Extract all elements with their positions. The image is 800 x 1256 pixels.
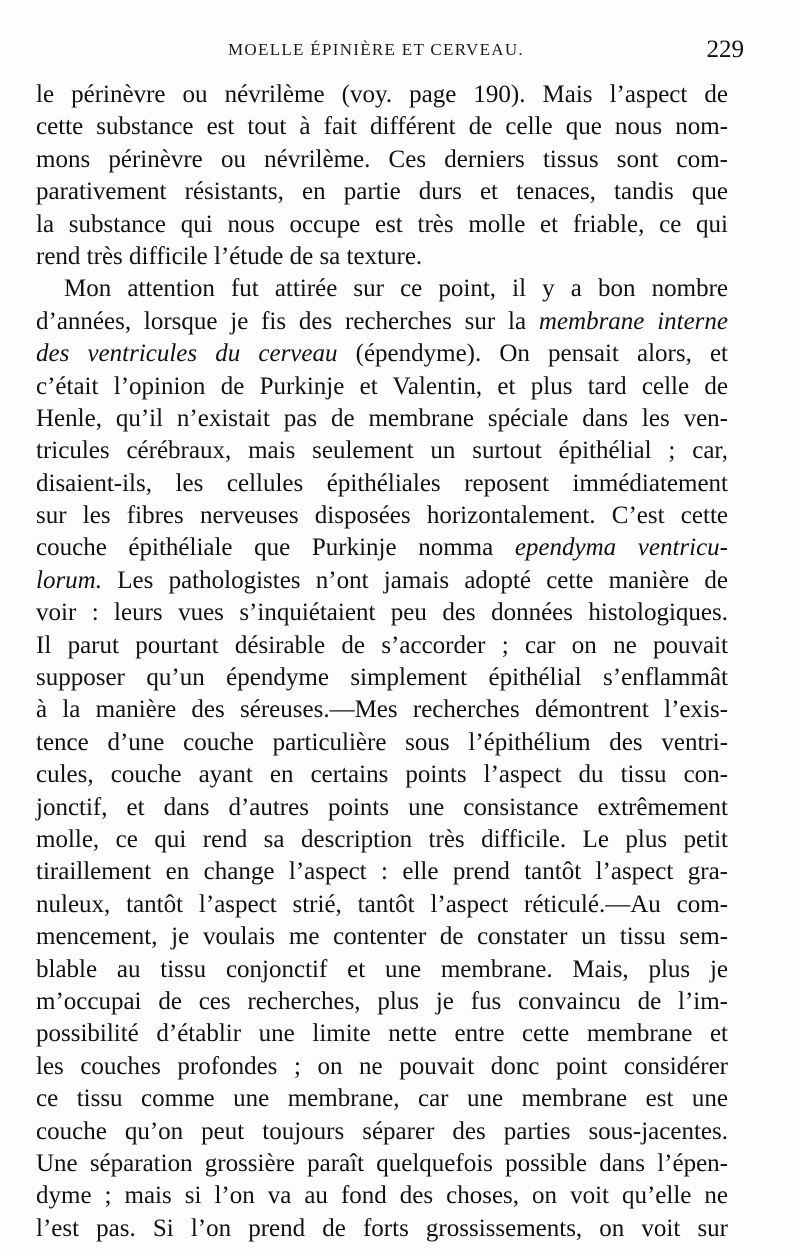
text-line: c’était l’opinion de Purkinje et Valentin, et plus tard celle de	[36, 372, 728, 400]
text-line: voir : leurs vues s’inquiétaient peu des données histologiques.	[36, 599, 728, 627]
italic-term: des ventricules du cerveau	[36, 340, 338, 368]
text-line: tricules cérébraux, mais seulement un surtout épithélial ; car,	[36, 437, 728, 465]
text-line	[36, 532, 728, 564]
body-text	[36, 79, 728, 1245]
text-line: mons périnèvre ou névrilème. Ces derniers tissus sont com-	[36, 145, 728, 173]
text-line: cules, couche ayant en certains points l’aspect du tissu con-	[36, 761, 728, 789]
text-line	[36, 306, 728, 338]
text-segment: couche épithéliale que Purkinje nomma	[36, 534, 515, 562]
text-line: disaient-ils, les cellules épithéliales reposent immédiatement	[36, 469, 728, 497]
text-line: possibilité d’établir une limite nette entre cette membrane et	[36, 1020, 728, 1048]
text-line: rend très difficile l’étude de sa texture.	[36, 242, 423, 270]
text-segment: (épendyme). On pensait alors, et	[337, 340, 729, 368]
text-line: m’occupai de ces recherches, plus je fus convaincu de l’im-	[36, 987, 728, 1015]
text-line: ce tissu comme une membrane, car une membrane est une	[36, 1085, 728, 1113]
text-line: les couches profondes ; on ne pouvait donc point considérer	[36, 1052, 728, 1080]
text-line: dyme ; mais si l’on va au fond des choses, on voit qu’elle ne	[36, 1182, 728, 1210]
text-line: molle, ce qui rend sa description très difficile. Le plus petit	[36, 825, 728, 853]
italic-term: ependyma ventricu-	[514, 534, 729, 562]
text-line: tiraillement en change l’aspect : elle prend tantôt l’aspect gra-	[36, 858, 728, 886]
text-line	[36, 565, 728, 597]
text-line: la substance qui nous occupe est très molle et friable, ce qui	[36, 210, 728, 238]
text-line: tence d’une couche particulière sous l’épithélium des ventri-	[36, 728, 728, 756]
text-line: cette substance est tout à fait différent de celle que nous nom-	[36, 113, 728, 141]
text-line: Mon attention fut attirée sur ce point, il y a bon nombre	[64, 275, 728, 303]
text-line: jonctif, et dans d’autres points une consistance extrêmement	[36, 793, 728, 821]
text-line: mencement, je voulais me contenter de constater un tissu sem-	[36, 923, 728, 951]
text-segment: d’années, lorsque je fis des recherches sur la	[36, 307, 539, 335]
text-line: parativement résistants, en partie durs et tenaces, tandis que	[36, 178, 728, 206]
text-line: Henle, qu’il n’existait pas de membrane spéciale dans les ven-	[36, 404, 728, 432]
text-line: le périnèvre ou névrilème (voy. page 190). Mais l’aspect de	[36, 81, 728, 108]
text-line: nuleux, tantôt l’aspect strié, tantôt l’aspect réticulé.—Au com-	[36, 890, 728, 918]
text-line: sur les fibres nerveuses disposées horizontalement. C’est cette	[36, 502, 728, 530]
text-line	[36, 338, 728, 370]
text-segment: Les pathologistes n’ont jamais adopté cette manière de	[101, 566, 728, 594]
text-line: blable au tissu conjonctif et une membrane. Mais, plus je	[36, 955, 728, 983]
text-line: couche qu’on peut toujours séparer des parties sous-jacentes.	[36, 1117, 728, 1145]
running-head	[36, 36, 744, 68]
italic-term: membrane interne	[538, 307, 729, 335]
text-line: à la manière des séreuses.—Mes recherches démontrent l’exis-	[36, 696, 728, 724]
text-line: Une séparation grossière paraît quelquefois possible dans l’épen-	[36, 1149, 728, 1177]
text-line: l’est pas. Si l’on prend de forts grossissements, on voit sur	[36, 1214, 728, 1242]
italic-term: lorum.	[36, 566, 102, 594]
page-number: 229	[706, 36, 744, 63]
running-title: MOELLE ÉPINIÈRE ET CERVEAU.	[228, 40, 524, 59]
text-line: supposer qu’un épendyme simplement épithélial s’enflammât	[36, 664, 728, 692]
text-line: Il parut pourtant désirable de s’accorder ; car on ne pouvait	[36, 631, 728, 659]
